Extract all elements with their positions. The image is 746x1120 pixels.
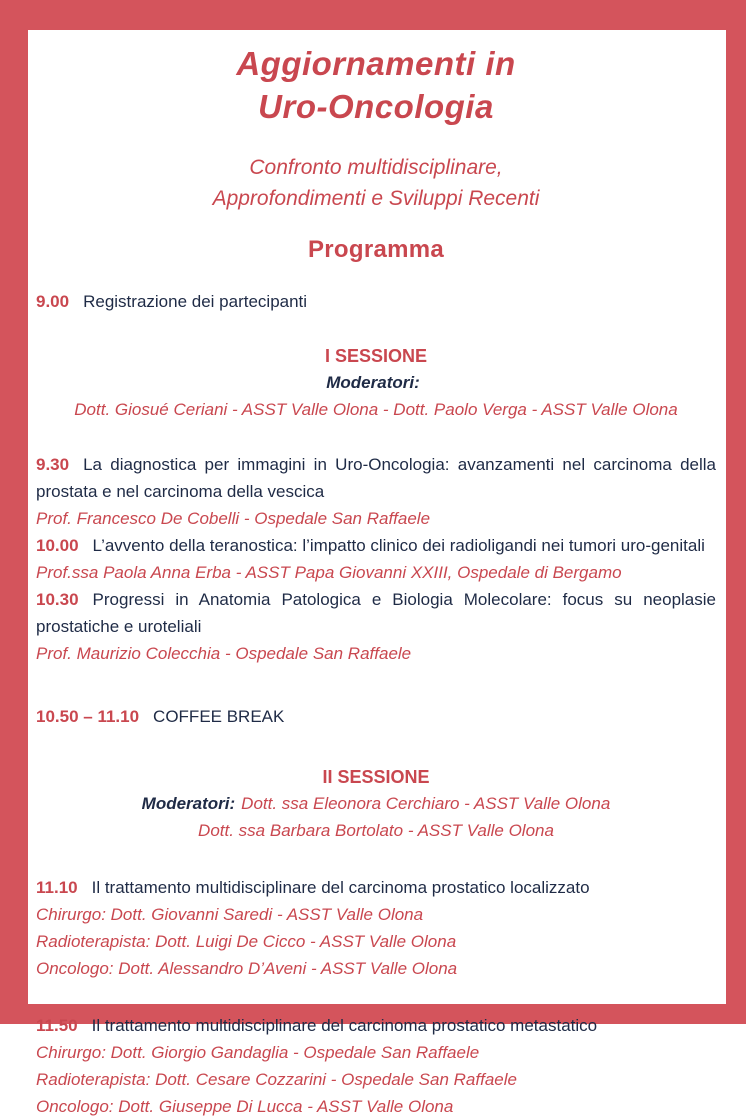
talk-title-text: Progressi in Anatomia Patologica e Biologia Molecolare: focus su neoplasie prostatiche e uroteliali [36,590,716,636]
talk-speaker: Oncologo: Dott. Alessandro D’Aveni - ASST Valle Olona [36,959,458,978]
coffee-break-time: 10.50 – 11.10 [36,707,140,726]
talk-time: 10.00 [36,536,79,555]
coffee-break-title: COFFEE BREAK [153,707,285,726]
talk-time: 9.30 [36,455,70,474]
session-2-heading: II SESSIONE [322,767,430,787]
talk-title [36,874,716,901]
moderators-label: Moderatori: [141,794,236,813]
talk-speaker: Prof. Maurizio Colecchia - Ospedale San Raffaele [36,644,412,663]
talk-speaker: Radioterapista: Dott. Luigi De Cicco - ASST Valle Olona [36,932,457,951]
session-2 [36,764,716,844]
title-line-1: Aggiornamenti in [236,45,516,82]
title-line-2: Uro-Oncologia [258,88,494,125]
subtitle-line-2: Approfondimenti e Sviluppi Recenti [212,187,540,210]
talk-title-text: Il trattamento multidisciplinare del carcinoma prostatico localizzato [91,878,590,897]
talk-time: 10.30 [36,590,79,609]
talk-block [36,1012,716,1120]
registration-item [36,288,716,315]
talk-title [36,532,716,559]
talk-title [36,586,716,640]
session-1 [36,343,716,423]
talk-speaker: Oncologo: Dott. Giuseppe Di Lucca - ASST Valle Olona [36,1097,454,1116]
talk-block [36,874,716,982]
talk-speaker: Radioterapista: Dott. Cesare Cozzarini - Ospedale San Raffaele [36,1070,517,1089]
session-2-moderator-1: Dott. ssa Eleonora Cerchiaro - ASST Valle Olona [241,794,611,813]
talk-title-text: Il trattamento multidisciplinare del carcinoma prostatico metastatico [91,1016,598,1035]
program-heading: Programma [307,236,445,263]
moderators-label: Moderatori: [326,373,420,392]
session-1-heading: I SESSIONE [324,346,428,366]
talk-speaker: Prof.ssa Paola Anna Erba - ASST Papa Giovanni XXIII, Ospedale di Bergamo [36,563,622,582]
registration-title: Registrazione dei partecipanti [83,292,308,311]
talk-speaker: Chirurgo: Dott. Giorgio Gandaglia - Ospedale San Raffaele [36,1043,480,1062]
page-subtitle [36,152,716,214]
talk-time: 11.10 [36,878,78,897]
subtitle-line-1: Confronto multidisciplinare, [249,156,503,179]
talk-title-text: L’avvento della teranostica: l’impatto clinico dei radioligandi nei tumori uro-genitali [92,536,705,555]
page-title [36,42,716,128]
registration-time: 9.00 [36,292,70,311]
session-1-moderators-label-row [36,369,716,396]
session-1-talks [36,451,716,667]
session-1-moderators: Dott. Giosué Ceriani - ASST Valle Olona - Dott. Paolo Verga - ASST Valle Olona [74,400,678,419]
coffee-break-item [36,703,716,730]
talk-time: 11.50 [36,1016,78,1035]
talk-speaker: Prof. Francesco De Cobelli - Ospedale San Raffaele [36,509,431,528]
talk-title [36,451,716,505]
talk-speaker: Chirurgo: Dott. Giovanni Saredi - ASST Valle Olona [36,905,424,924]
talk-title-text: La diagnostica per immagini in Uro-Oncologia: avanzamenti nel carcinoma della prostata e nel carcinoma della vescica [36,455,716,501]
session-2-moderators-row-1 [36,790,716,817]
talk-title [36,1012,716,1039]
session-2-moderator-2: Dott. ssa Barbara Bortolato - ASST Valle Olona [198,821,554,840]
